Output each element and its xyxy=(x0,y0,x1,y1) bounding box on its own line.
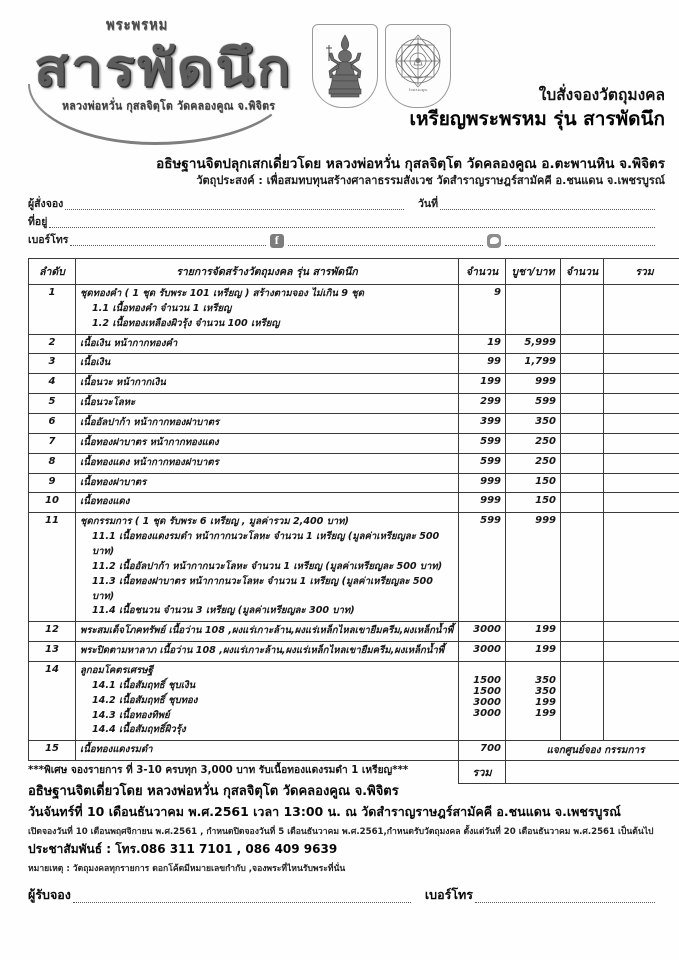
row-quantity: 399 xyxy=(459,414,506,434)
row-number: 4 xyxy=(29,374,76,394)
row-price: 199 xyxy=(506,622,561,642)
logo-top-text: พระพรหม xyxy=(106,17,169,35)
orderer-input[interactable] xyxy=(65,208,404,210)
row-price: 150 xyxy=(506,473,561,493)
footer-blessing: อธิษฐานจิตเดี่ยวโดย หลวงพ่อหวั่น กุสลจิตุโต วัดคลองคูณ จ.พิจิตร xyxy=(28,784,399,799)
row-quantity: 199 xyxy=(459,374,506,394)
facebook-icon[interactable] xyxy=(270,234,284,248)
row-quantity: 999 xyxy=(459,473,506,493)
row-quantity: 9 xyxy=(459,285,506,335)
row-sub-description: 11.3 เนื้อทองฝาบาตร หน้ากากนวะโลหะ จำนวน 1 เหรียญ (มูลค่าเหรียญละ 500 บาท) xyxy=(92,575,433,602)
table-row xyxy=(29,414,679,434)
row-description: ชุดทองคำ ( 1 ชุด รับพระ 101 เหรียญ ) สร้างตามจอง ไม่เกิน 9 ชุด 1.1 เนื้อทองคำ จำนวน 1 เหรียญ 1.2 เนื้อทองเหลืองผิวรุ้ง จำนวน 100 เหรียญ xyxy=(76,285,459,335)
table-row xyxy=(29,662,679,741)
row-description: เนื้อทองฝาบาตร xyxy=(76,473,459,493)
row-price: 150 xyxy=(506,493,561,513)
row-total-input[interactable] xyxy=(604,513,679,622)
row-sub-description: 1.1 เนื้อทองคำ จำนวน 1 เหรียญ xyxy=(92,302,232,314)
yantra-caption: วัดคลองคูณ xyxy=(408,88,428,92)
row-total-input[interactable] xyxy=(604,662,679,741)
row-order-quantity-input[interactable] xyxy=(561,354,604,374)
row-order-quantity-input[interactable] xyxy=(561,642,604,662)
row-price: 599 xyxy=(506,394,561,414)
row-order-quantity-input[interactable] xyxy=(561,662,604,741)
row-number: 14 xyxy=(29,662,76,741)
table-row xyxy=(29,374,679,394)
row-description: เนื้ออัลปาก้า หน้ากากทองฝาบาตร xyxy=(76,414,459,434)
date-input[interactable] xyxy=(440,208,655,210)
row-description: เนื้อเงิน หน้ากากทองคำ xyxy=(76,334,459,354)
table-header-row xyxy=(29,259,679,285)
row-number: 9 xyxy=(29,473,76,493)
blessing-line: อธิษฐานจิตปลุกเสกเดี่ยวโดย หลวงพ่อหวั่น กุสลจิตฺโต วัดคลองคูณ อ.ตะพานหิน จ.พิจิตร xyxy=(156,156,665,172)
row-description: พระสมเด็จโภคทรัพย์ เนื้อว่าน 108 ,ผงแร่เกาะล้าน,ผงแร่เหล็กไหลเขายืมครีม,ผงเหล็กน้ำพี้ xyxy=(76,622,459,642)
row-order-quantity-input[interactable] xyxy=(561,433,604,453)
line-icon[interactable] xyxy=(487,234,501,248)
row-price: 999 xyxy=(506,374,561,394)
address-input[interactable] xyxy=(49,226,655,228)
row-number: 12 xyxy=(29,622,76,642)
table-row xyxy=(29,741,679,761)
row-quantity: 99 xyxy=(459,354,506,374)
row-order-quantity-input[interactable] xyxy=(561,414,604,434)
brahma-statue-drawing xyxy=(318,31,372,101)
orderer-field-row xyxy=(28,196,655,212)
row-order-quantity-input[interactable] xyxy=(561,513,604,622)
column-header-desc: รายการจัดสร้างวัตถุมงคล รุ่น สารพัดนึก xyxy=(76,259,459,285)
row-price: 199 xyxy=(506,642,561,662)
table-row xyxy=(29,354,679,374)
column-header-price: บูชา/บาท xyxy=(506,259,561,285)
row-description: เนื้อเงิน xyxy=(76,354,459,374)
row-description: ลูกอมโคตรเศรษฐี 14.1 เนื้อสัมฤทธิ์ ชุบเงิน 14.2 เนื้อสัมฤทธิ์ ชุบทอง 14.3 เนื้อทองทิพย์ 14.4 เนื้อสัมฤทธิ์ผิวรุ้ง xyxy=(76,662,459,741)
row-price: 999 xyxy=(506,513,561,622)
column-header-sum: รวม xyxy=(604,259,679,285)
footer-remark: หมายเหตุ : วัตถุมงคลทุกรายการ ดอกโค้ดมีหมายเลขกำกับ ,จองพระที่ไหนรับพระที่นั่น xyxy=(28,864,346,874)
row-total-input[interactable] xyxy=(604,354,679,374)
row-quantity: 3000 xyxy=(459,642,506,662)
receiver-label: ผู้รับจอง xyxy=(28,887,71,902)
row-total-input[interactable] xyxy=(604,394,679,414)
row-price: 250 xyxy=(506,453,561,473)
phone-input[interactable] xyxy=(70,244,265,246)
order-items-table xyxy=(28,258,679,784)
contact-info: ประชาสัมพันธ์ : โทร.086 311 7101 , 086 409 9639 xyxy=(28,842,338,856)
row-description: เนื้อนวะ หน้ากากเงิน xyxy=(76,374,459,394)
row-order-quantity-input[interactable] xyxy=(561,493,604,513)
table-header xyxy=(29,259,679,285)
logo-main-text: สารพัดนึก xyxy=(34,37,293,98)
receiver-input[interactable] xyxy=(73,901,411,903)
row-total-input[interactable] xyxy=(604,642,679,662)
receiver-phone-label: เบอร์โทร xyxy=(424,887,473,902)
table-row xyxy=(29,513,679,622)
row-total-input[interactable] xyxy=(604,493,679,513)
row-order-quantity-input[interactable] xyxy=(561,453,604,473)
row-total-input[interactable] xyxy=(604,285,679,335)
address-label: ที่อยู่ xyxy=(28,216,48,228)
purpose-line: วัตถุประสงค์ : เพื่อสมทบทุนสร้างศาลาธรรมสังเวช วัดสำราญราษฎร์สามัคคี อ.ชนแดน จ.เพชรบูรณ์ xyxy=(196,174,665,187)
row-number: 7 xyxy=(29,433,76,453)
row-quantity: 19 xyxy=(459,334,506,354)
phone-label: เบอร์โทร xyxy=(28,234,69,246)
row-sub-description: 14.3 เนื้อทองทิพย์ xyxy=(92,709,170,721)
row-order-quantity-input[interactable] xyxy=(561,394,604,414)
row-total-input[interactable] xyxy=(604,453,679,473)
document-title-block xyxy=(409,86,665,132)
row-total-input[interactable] xyxy=(604,414,679,434)
table-row xyxy=(29,493,679,513)
row-quantity: 599 xyxy=(459,433,506,453)
orderer-label: ผู้สั่งจอง xyxy=(28,198,64,210)
row-price: 5,999 xyxy=(506,334,561,354)
table-body xyxy=(29,285,679,784)
row-number: 1 xyxy=(29,285,76,335)
table-row xyxy=(29,622,679,642)
row-price: 350 350 199 199 xyxy=(506,662,561,741)
row-number: 13 xyxy=(29,642,76,662)
row-order-quantity-input[interactable] xyxy=(561,374,604,394)
row-number: 8 xyxy=(29,453,76,473)
row-number: 15 xyxy=(29,741,76,761)
row-price-note: แจกศูนย์จอง กรรมการ xyxy=(506,741,679,761)
row-sub-description: 14.4 เนื้อสัมฤทธิ์ผิวรุ้ง xyxy=(92,724,186,736)
row-description: เนื้อนวะโลหะ xyxy=(76,394,459,414)
row-sub-description: 11.4 เนื้อชนวน จำนวน 3 เหรียญ (มูลค่าเหรียญละ 300 บาท) xyxy=(92,605,355,617)
table-row xyxy=(29,433,679,453)
table-row xyxy=(29,473,679,493)
row-sub-description: 11.2 เนื้ออัลปาก้า หน้ากากนวะโลหะ จำนวน 1 เหรียญ (มูลค่าเหรียญละ 500 บาท) xyxy=(92,560,443,572)
row-order-quantity-input[interactable] xyxy=(561,622,604,642)
receiver-phone-input[interactable] xyxy=(475,901,655,903)
row-description: เนื้อทองแดง หน้ากากทองฝาบาตร xyxy=(76,453,459,473)
address-field-row xyxy=(28,214,655,230)
column-header-no: ลำดับ xyxy=(29,259,76,285)
special-promo-note: ***พิเศษ จองรายการ ที่ 3-10 ครบทุก 3,000 บาท รับเนื้อทองแดงรมดำ 1 เหรียญ*** xyxy=(28,765,409,776)
row-order-quantity-input[interactable] xyxy=(561,334,604,354)
row-quantity: 299 xyxy=(459,394,506,414)
table-row xyxy=(29,453,679,473)
row-order-quantity-input[interactable] xyxy=(561,285,604,335)
row-quantity: 599 xyxy=(459,453,506,473)
row-sub-description: 14.2 เนื้อสัมฤทธิ์ ชุบทอง xyxy=(92,694,198,706)
row-total-input[interactable] xyxy=(604,334,679,354)
booking-period: เปิดจองวันที่ 10 เดือนพฤศจิกายน พ.ศ.2561 , กำหนดปิดจองวันที่ 5 เดือนธันวาคม พ.ศ.2561,กำหนดรับวัตถุมงคล ตั้งแต่วันที่ 20 เดือนธันวาคม พ.ศ.2561 เป็นต้นไป xyxy=(28,827,654,837)
row-quantity: 700 xyxy=(459,741,506,761)
row-price: 350 xyxy=(506,414,561,434)
row-number: 10 xyxy=(29,493,76,513)
date-label: วันที่ xyxy=(418,198,438,210)
column-header-qty: จำนวน xyxy=(459,259,506,285)
table-row xyxy=(29,285,679,335)
phone-field-row xyxy=(28,232,655,248)
row-description: ชุดกรรมการ ( 1 ชุด รับพระ 6 เหรียญ , มูลค่ารวม 2,400 บาท) 11.1 เนื้อทองแดงรมดำ หน้ากากนวะโลหะ จำนวน 1 เหรียญ (มูลค่าเหรียญละ 500 บาท) 11.2 เนื้ออัลปาก้า หน้ากากนวะโลหะ จำนวน 1 เหรียญ (มูลค่าเหรียญละ 500 บาท) 11.3 เนื้อทองฝาบาตร หน้ากากนวะโลหะ จำนวน 1 เหรียญ (มูลค่าเหรียญละ 500 บาท) 11.4 เนื้อชนวน จำนวน 3 เหรียญ (มูลค่าเหรียญละ 300 บาท) xyxy=(76,513,459,622)
row-number: 6 xyxy=(29,414,76,434)
row-sub-description: 11.1 เนื้อทองแดงรมดำ หน้ากากนวะโลหะ จำนวน 1 เหรียญ (มูลค่าเหรียญละ 500 บาท) xyxy=(92,531,440,558)
row-number: 5 xyxy=(29,394,76,414)
row-description: เนื้อทองแดง xyxy=(76,493,459,513)
row-number: 11 xyxy=(29,513,76,622)
table-row xyxy=(29,394,679,414)
receiver-signature-row xyxy=(28,885,655,905)
row-total-input[interactable] xyxy=(604,374,679,394)
row-description: เนื้อทองแดงรมดำ xyxy=(76,741,459,761)
table-row xyxy=(29,334,679,354)
column-header-qty2: จำนวน xyxy=(561,259,604,285)
row-description: พระปิดตามหาลาภ เนื้อว่าน 108 ,ผงแร่เกาะล้าน,ผงแร่เหล็กไหลเขายืมครีม,ผงเหล็กน้ำพี้ xyxy=(76,642,459,662)
row-price xyxy=(506,285,561,335)
row-total-input[interactable] xyxy=(604,473,679,493)
row-total-input[interactable] xyxy=(604,433,679,453)
row-number: 3 xyxy=(29,354,76,374)
row-description: เนื้อทองฝาบาตร หน้ากากทองแดง xyxy=(76,433,459,453)
line-id-input[interactable] xyxy=(505,244,655,246)
row-price: 250 xyxy=(506,433,561,453)
facebook-input[interactable] xyxy=(288,244,483,246)
row-order-quantity-input[interactable] xyxy=(561,473,604,493)
document-header xyxy=(0,0,679,150)
row-sub-description: 1.2 เนื้อทองเหลืองผิวรุ้ง จำนวน 100 เหรียญ xyxy=(92,317,280,329)
document-title-primary: ใบสั่งจองวัตถุมงคล xyxy=(538,86,665,104)
document-title-secondary: เหรียญพระพรหม รุ่น สารพัดนึก xyxy=(409,108,665,131)
row-quantity: 1500 1500 3000 3000 xyxy=(459,662,506,741)
row-quantity: 599 xyxy=(459,513,506,622)
row-total-input[interactable] xyxy=(604,622,679,642)
ceremony-date: วันจันทร์ที่ 10 เดือนธันวาคม พ.ศ.2561 เวลา 13:00 น. ณ วัดสำราญราษฎร์สามัคคี อ.ชนแดน จ.เพชรบูรณ์ xyxy=(28,804,621,819)
logo-sub-text: หลวงพ่อหวั่น กุสลจิตฺโต วัดคลองคูณ จ.พิจิตร xyxy=(62,99,276,113)
row-quantity: 999 xyxy=(459,493,506,513)
row-quantity: 3000 xyxy=(459,622,506,642)
brand-logo xyxy=(28,14,308,134)
row-sub-description: 14.1 เนื้อสัมฤทธิ์ ชุบเงิน xyxy=(92,679,196,691)
table-row xyxy=(29,642,679,662)
document-footer xyxy=(28,762,655,905)
row-number: 2 xyxy=(29,334,76,354)
row-price: 1,799 xyxy=(506,354,561,374)
total-label: รวม xyxy=(459,761,506,784)
brahma-statue-shield-icon xyxy=(312,24,378,108)
